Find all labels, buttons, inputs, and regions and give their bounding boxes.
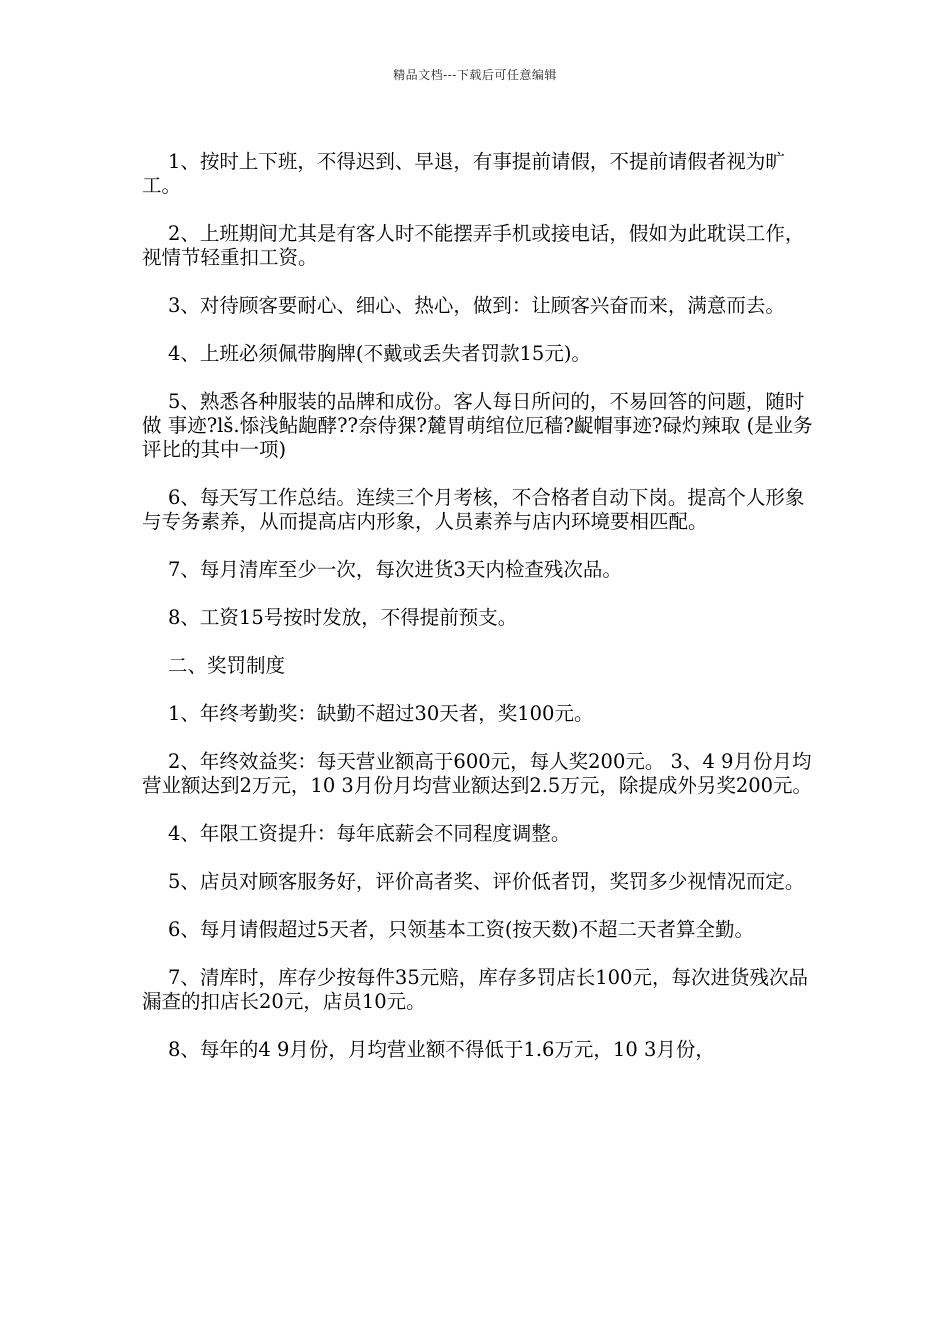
paragraph: 1、年终考勤奖：缺勤不超过30天者，奖100元。 (168, 702, 594, 725)
paragraph: 5、熟悉各种服装的品牌和成份。客人每日所问的，不易回答的问题，随时做 事迹?lš.悿浅鲇龅酵??奈侍猓?麓胃萌绾位厄穑?齪帽事迹?碌灼辣取 (是业务评比的其中一项) (142, 390, 813, 461)
paragraph: 6、每月请假超过5天者，只领基本工资(按天数)不超二天者算全勤。 (168, 918, 755, 941)
document-body (142, 150, 822, 1086)
paragraph: 6、每天写工作总结。连续三个月考核，不合格者自动下岗。提高个人形象与专务素养，从而提高店内形象，人员素养与店内环境要相匹配。 (142, 486, 805, 533)
section-heading: 二、奖罚制度 (168, 654, 286, 677)
paragraph: 2、年终效益奖：每天营业额高于600元，每人奖200元。 3、4 9月份月均营业额达到2万元，10 3月份月均营业额达到2.5万元，除提成外另奖200元。 (142, 750, 813, 797)
paragraph: 1、按时上下班，不得迟到、早退，有事提前请假，不提前请假者视为旷工。 (142, 150, 785, 197)
paragraph: 4、上班必须佩带胸牌(不戴或丢失者罚款15元)。 (168, 342, 591, 365)
paragraph: 3、对待顾客要耐心、细心、热心，做到：让顾客兴奋而来，满意而去。 (168, 294, 785, 317)
paragraph: 8、工资15号按时发放，不得提前预支。 (168, 606, 518, 629)
paragraph: 8、每年的4 9月份，月均营业额不得低于1.6万元，10 3月份， (168, 1038, 715, 1061)
paragraph: 7、每月清库至少一次，每次进货3天内检查残次品。 (168, 558, 622, 581)
paragraph: 7、清库时，库存少按每件35元赔，库存多罚店长100元，每次进货残次品漏查的扣店长20元，店员10元。 (142, 966, 808, 1013)
paragraph: 2、上班期间尤其是有客人时不能摆弄手机或接电话，假如为此耽误工作，视情节轻重扣工资。 (142, 222, 805, 269)
paragraph: 5、店员对顾客服务好，评价高者奖、评价低者罚，奖罚多少视情况而定。 (168, 870, 805, 893)
paragraph: 4、年限工资提升：每年底薪会不同程度调整。 (168, 822, 571, 845)
page-header: 精品文档---下载后可任意编辑 (393, 68, 557, 82)
